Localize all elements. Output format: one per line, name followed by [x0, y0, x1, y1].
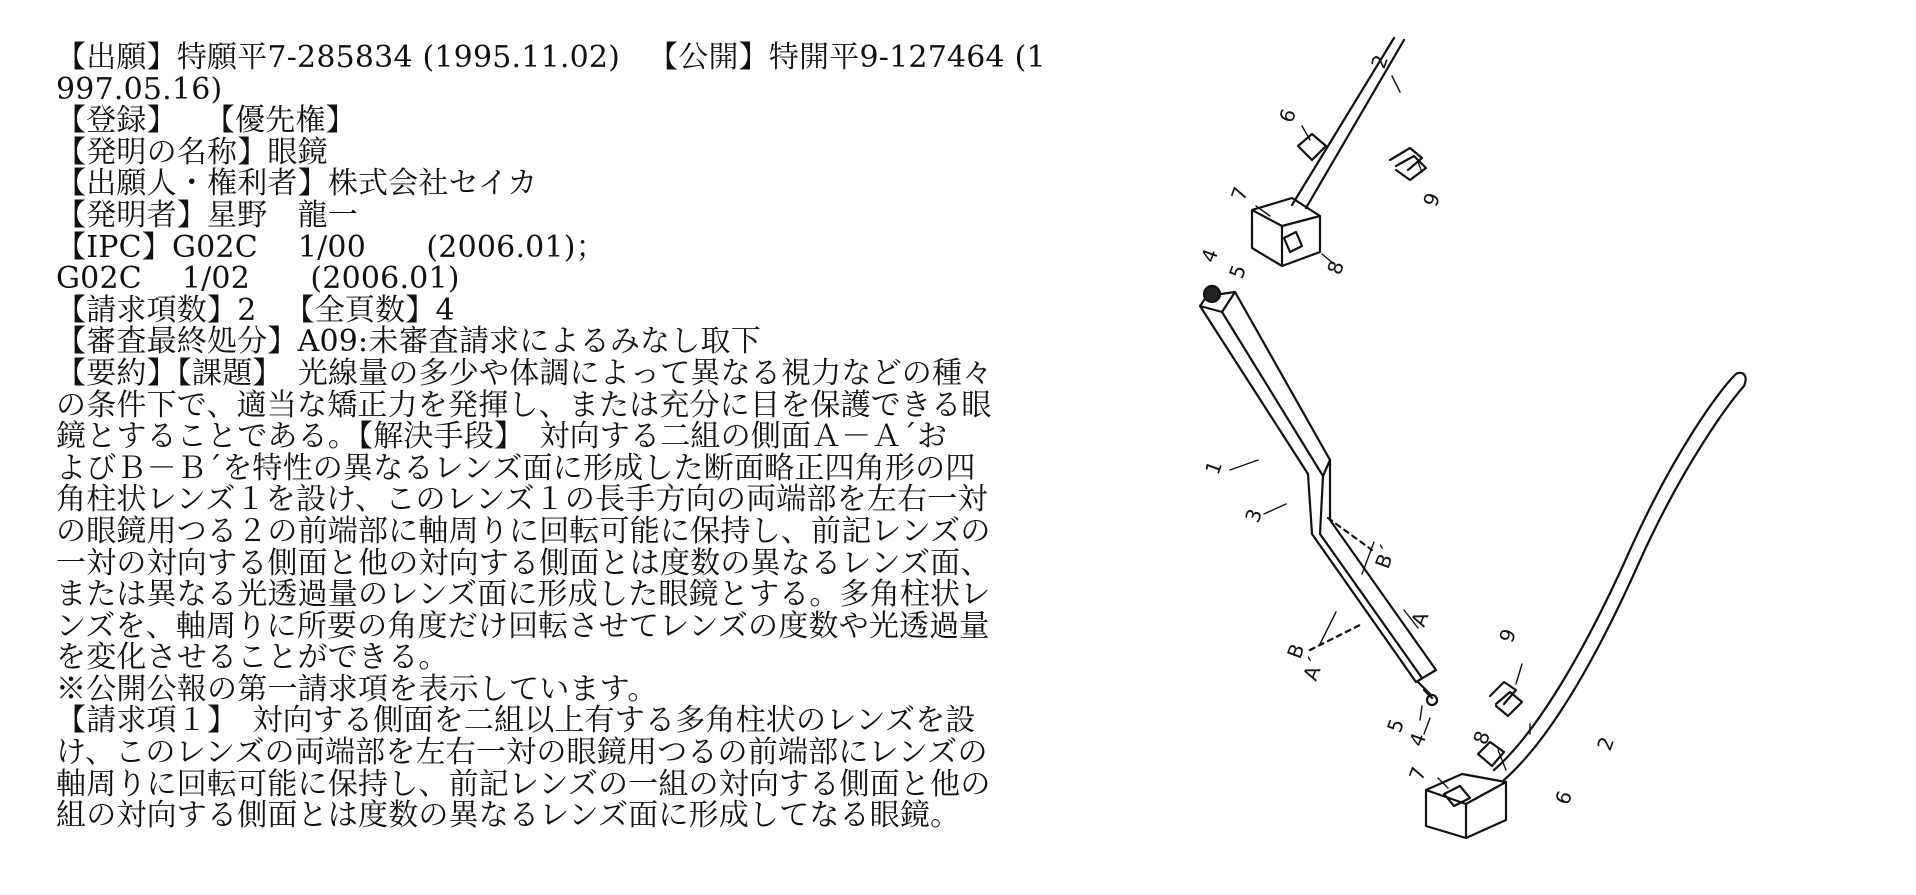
- disposition-line: [56, 326, 1096, 358]
- title-line: [56, 134, 1096, 170]
- ref-label-A: A: [1406, 608, 1434, 630]
- pages-count-label: 【全頁数】: [284, 292, 436, 328]
- ref-label-4-top: 4: [1196, 245, 1224, 266]
- ref-label-A-prime: A´: [1298, 653, 1329, 684]
- applicant-line: [56, 168, 1096, 200]
- ipc-value-2: G02C 1/02 (2006.01): [56, 261, 460, 297]
- publication-value: 特開平9-127464 (1: [768, 40, 1046, 75]
- abstract-line: の眼鏡用つる２の前端部に軸周りに回転可能に保持し、前記レンズの: [56, 513, 991, 549]
- ref-label-2-top: 2: [1366, 51, 1394, 72]
- ref-label-5-top: 5: [1224, 261, 1252, 282]
- b-prime-axis: [1328, 518, 1372, 550]
- title-label: 【発明の名称】: [56, 134, 268, 170]
- registration-label: 【登録】: [56, 103, 177, 139]
- ipc-value-1: G02C 1/00 (2006.01)；: [172, 229, 606, 265]
- filing-value: 特願平7-285834 (1995.11.02): [176, 40, 621, 75]
- title-value: 眼鏡: [267, 134, 328, 170]
- applicant-value: 株式会社セイカ: [327, 166, 538, 202]
- abstract-line: 一対の対向する側面と他の対向する側面とは度数の異なるレンズ面、: [56, 545, 991, 581]
- ref-label-8-top: 8: [1322, 257, 1350, 278]
- ref-label-1: 1: [1200, 457, 1228, 478]
- publication-value-cont: 997.05.16): [56, 71, 223, 107]
- ref-label-6-bottom: 6: [1550, 787, 1578, 808]
- abstract-line: 角柱状レンズ１を設け、このレンズ１の長手方向の両端部を左右一対: [56, 482, 988, 518]
- inventor-line: [56, 197, 1096, 233]
- claim-line: 軸周りに回転可能に保持し、前記レンズの一組の対向する側面と他の: [56, 766, 991, 802]
- ref-label-4-bottom: 4: [1404, 729, 1432, 750]
- bibliographic-text: [56, 42, 1096, 832]
- claim-line: 【請求項１】 対向する側面を二組以上有する多角柱状のレンズを設: [56, 703, 976, 739]
- applicant-label: 【出願人・権利者】: [56, 166, 328, 202]
- ipc-line-2: [56, 263, 1096, 295]
- ref-label-B: B: [1282, 640, 1310, 662]
- leader-lines: [1230, 76, 1530, 788]
- disposition-label: 【審査最終処分】: [56, 324, 298, 360]
- upper-holder-block: [1252, 198, 1320, 266]
- registration-line: [56, 105, 1096, 137]
- abstract-line: ンズを、軸周りに所要の角度だけ回転させてレンズの度数や光透過量: [56, 608, 990, 644]
- ref-label-5-bottom: 5: [1382, 715, 1410, 736]
- inventor-value: 星野 龍一: [207, 197, 358, 233]
- ref-label-9-top: 9: [1418, 189, 1446, 210]
- lens-bar: [1200, 292, 1436, 682]
- eyeglasses-drawing-svg: [1160, 30, 1860, 860]
- pages-count-value: 4: [435, 292, 455, 328]
- ref-label-6-top: 6: [1274, 105, 1302, 126]
- note-line: ※公開公報の第一請求項を表示しています。: [56, 671, 658, 707]
- ref-label-B-prime: B´: [1370, 541, 1401, 572]
- inventor-label: 【発明者】: [56, 197, 207, 233]
- a-prime-axis: [1310, 624, 1362, 650]
- counts-line: [56, 292, 1096, 328]
- lower-holder-block: [1426, 774, 1506, 838]
- filing-label: 【出願】: [56, 40, 177, 75]
- ipc-line: [56, 229, 1096, 265]
- publication-cont-line: [56, 71, 1096, 107]
- ref-label-3: 3: [1240, 505, 1268, 526]
- abstract-line: よびＢ－Ｂ´を特性の異なるレンズ面に形成した断面略正四角形の四: [56, 450, 976, 486]
- lower-clip-piece: [1490, 682, 1522, 716]
- publication-label: 【公開】: [648, 40, 769, 75]
- claim-line: け、このレンズの両端部を左右一対の眼鏡用つるの前端部にレンズの: [56, 735, 988, 771]
- ref-label-7-bottom: 7: [1404, 763, 1432, 784]
- claims-count-label: 【請求項数】: [56, 292, 238, 328]
- abstract-line: 【要約】【課題】 光線量の多少や体調によって異なる視力などの種々: [56, 355, 993, 391]
- priority-label: 【優先権】: [204, 103, 356, 139]
- ipc-label: 【IPC】: [56, 229, 172, 265]
- lower-temple-arm: [1494, 373, 1746, 780]
- lens-top-pivot: [1204, 286, 1220, 302]
- disposition-value: A09:未審査請求によるみなし取下: [297, 324, 761, 360]
- claims-count-value: 2: [237, 292, 257, 328]
- upper-holder-slot: [1284, 232, 1302, 252]
- filing-line: [56, 42, 1096, 74]
- claim-line: 組の対向する側面とは度数の異なるレンズ面に形成してなる眼鏡。: [56, 798, 961, 834]
- ref-label-7-top: 7: [1226, 183, 1254, 204]
- abstract-line: を変化させることができる。: [56, 640, 449, 676]
- ref-label-9-bottom: 9: [1494, 625, 1522, 646]
- patent-drawing: [1160, 30, 1860, 860]
- ref-label-8-bottom: 8: [1468, 727, 1496, 748]
- abstract-line: の条件下で、適当な矯正力を発揮し、または充分に目を保護できる眼: [56, 387, 992, 423]
- abstract-line: 鏡とすることである。【解決手段】 対向する二組の側面Ａ－Ａ´お: [56, 419, 948, 455]
- ref-label-2-bottom: 2: [1592, 733, 1620, 754]
- abstract-line: または異なる光透過量のレンズ面に形成した眼鏡とする。多角柱状レ: [56, 577, 991, 613]
- upper-clip-piece: [1390, 148, 1426, 180]
